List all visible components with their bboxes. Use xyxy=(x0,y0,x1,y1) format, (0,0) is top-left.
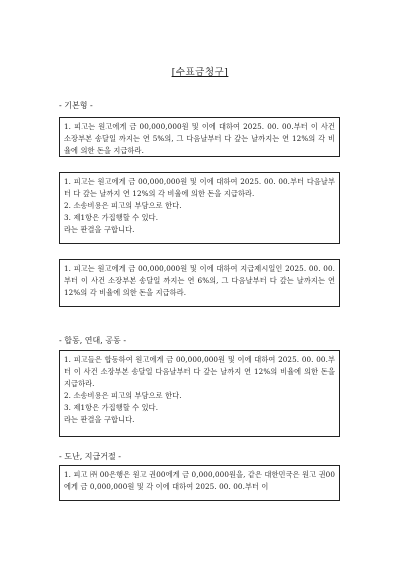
claim-box-2 xyxy=(59,172,340,244)
section-heading-joint: - 합동, 연대, 공동 - xyxy=(59,336,127,345)
claim-line: 1. 피고는 원고에게 금 00,000,000원 및 이에 대하여 지급제시일인 2025. 00. 00.부터 이 사건 소장부본 송달일 까지는 연 6%의, 그 다음날부터 다 갚는 날까지는 연 12%의 각 비율에 의한 돈을 지급하라. xyxy=(64,264,335,297)
claim-line: 1. 피고는 원고에게 금 00,000,000원 및 이에 대하여 2025. 00. 00.부터 이 사건 소장부본 송달일 까지는 연 5%의, 그 다음날부터 다 갚는 날까지는 연 12%의 각 비율에 의한 돈을 지급하라. xyxy=(64,122,335,155)
claim-box-4 xyxy=(59,350,340,437)
claim-line: 3. 제1항은 가집행할 수 있다. xyxy=(64,403,159,412)
claim-line: 1. 피고들은 합동하여 원고에게 금 00,000,000원 및 이에 대하여 2025. 00. 00.부터 이 사건 소장부본 송달일 다음날부터 다 갚는 날까지 연 12%의 비율에 의한 돈을 지급하라. xyxy=(64,355,335,388)
claim-box-1 xyxy=(59,117,340,157)
claim-box-3 xyxy=(59,259,340,307)
document-title: [수표금청구] xyxy=(171,67,229,78)
claim-line: 2. 소송비용은 피고의 부담으로 한다. xyxy=(64,391,182,400)
claim-line: 3. 제1항은 가집행할 수 있다. xyxy=(64,213,159,222)
claim-line: 라는 판결을 구합니다. xyxy=(64,415,135,424)
claim-line: 라는 판결을 구합니다. xyxy=(64,225,135,234)
section-heading-theft: - 도난, 지급거절 - xyxy=(59,452,121,461)
claim-box-5 xyxy=(59,465,340,501)
claim-line: 1. 피고 ㈜ 00은행은 원고 권00에게 금 0,000,000원을, 같은 대한민국은 원고 권00에게 금 0,000,000원 및 각 이에 대하여 2025. 00. 00.부터 이 xyxy=(64,470,335,491)
section-heading-basic: - 기본형 - xyxy=(59,101,93,110)
claim-line: 1. 피고는 원고에게 금 00,000,000원 및 이에 대하여 2025. 00. 00.부터 다음날부터 다 갚는 날까지 연 12%의 각 비율에 의한 돈을 지급하라. xyxy=(64,177,335,198)
claim-line: 2. 소송비용은 피고의 부담으로 한다. xyxy=(64,201,182,210)
